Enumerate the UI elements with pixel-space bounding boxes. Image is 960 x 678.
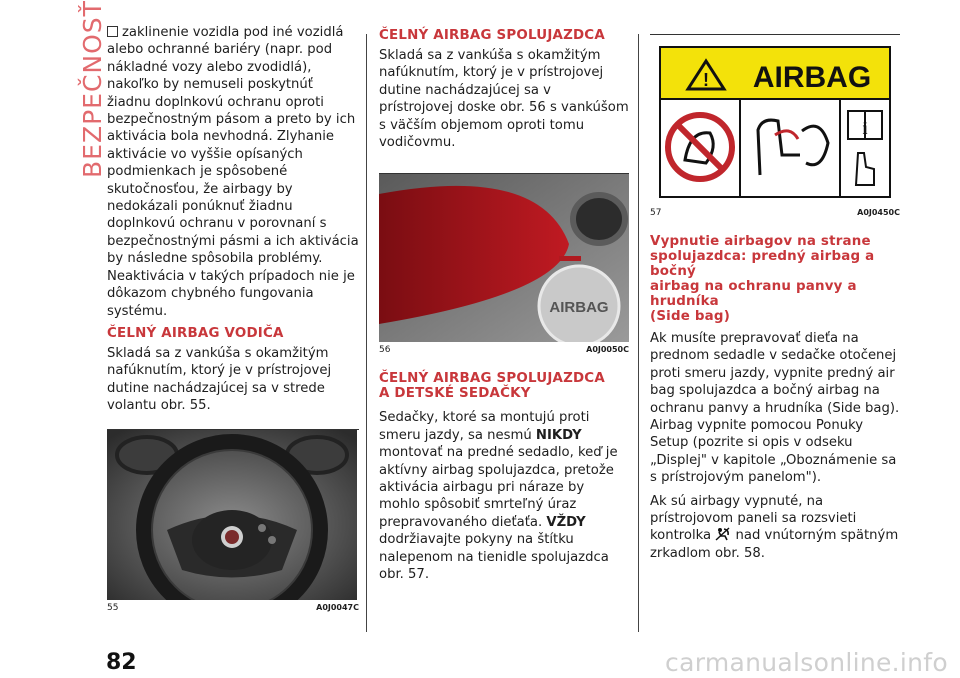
column-left bbox=[107, 24, 359, 613]
dashboard-airbag-photo bbox=[379, 174, 629, 342]
column-middle bbox=[379, 24, 629, 590]
heading-passenger-airbag: ČELNÝ AIRBAG SPOLUJAZDCA bbox=[379, 28, 605, 43]
figure-56: AIRBAG 56 A0J0050C bbox=[379, 173, 629, 355]
airbag-warning-label bbox=[650, 35, 900, 205]
child-seats-paragraph: Sedačky, ktoré sa montujú proti smeru jazdy, sa nesmú NIKDY montovať na predné sedadlo, keď je aktívny airbag spolujazdca, pretože aktivácia airbagu pri náraze by mohlo spôsobiť smrteľný úraz prepravovaného dieťaťa. VŽDY dodržiavajte pokyny na štítku nalepenom na tienidle spolujazdca obr. 57. bbox=[379, 410, 618, 583]
airbag-off-warning-icon bbox=[715, 527, 731, 541]
svg-text:i: i bbox=[862, 118, 868, 138]
column-divider-left bbox=[366, 34, 367, 632]
heading-airbag-deactivation: Vypnutie airbagov na strane spolujazdca: predný airbag a bočný airbag na ochranu panvy a hrudníka (Side bag) bbox=[650, 234, 875, 324]
passenger-airbag-paragraph: Skladá sa z vankúša s okamžitým nafúknutím, ktorý je v prístrojovej dutine nachádzajúcej sa v prístrojovej doske obr. 56 s vankúšom s väčším objemom oproti tomu vodičovmu. bbox=[379, 48, 629, 151]
column-right bbox=[650, 24, 900, 568]
column-divider-right bbox=[638, 34, 639, 632]
section-title: BEZPEČNOSŤ bbox=[78, 0, 107, 178]
heading-child-seats: ČELNÝ AIRBAG SPOLUJAZDCA A DETSKÉ SEDAČKY bbox=[379, 371, 605, 402]
airbag-text-mark: AIRBAG bbox=[549, 299, 609, 317]
heading-driver-airbag: ČELNÝ AIRBAG VODIČA bbox=[107, 325, 284, 341]
watermark: carmanualsonline.info bbox=[665, 648, 948, 677]
page-number: 82 bbox=[106, 650, 137, 675]
deactivation-paragraph-2: Ak sú airbagy vypnuté, na prístrojovom paneli sa rozsvieti kontrolka nad vnútorným spätným zrkadlom obr. 58. bbox=[650, 493, 899, 561]
svg-text:!: ! bbox=[703, 70, 709, 90]
label-airbag-text: AIRBAG bbox=[752, 61, 872, 94]
checkbox-bullet-icon bbox=[107, 26, 118, 37]
steering-wheel-photo bbox=[107, 430, 357, 600]
bullet-paragraph: zaklinenie vozidla pod iné vozidlá alebo ochranné bariéry (napr. pod nákladné vozy alebo zvodidlá), nakoľko by nemuseli poskytnúť žiadnu doplnkovú ochranu oproti bezpečnostným pásom a preto by ich aktivácia bola nevhodná. Zlyhanie aktivácie vo vyššie opísaných podmienkach je spôsobené skutočnosťou, že airbagy by nedokázali ponúknuť žiadnu doplnkovú ochranu v porovnaní s bezpečnostnými pásmi a ich aktivácia by následne spôsobila problémy. Neaktivácia v takých prípadoch nie je dôkazom chybného fungovania systému. bbox=[107, 25, 359, 319]
deactivation-paragraph-1: Ak musíte prepravovať dieťa na prednom sedadle v sedačke otočenej proti smeru jazdy, vypnite predný air bag spolujazdca a bočný airbag na ochranu panvy a hrudníka (Side bag). Airbag vypnite pomocou Ponuky Setup (pozrite si opis v odseku „Displej" v kapitole „Oboznámenie sa s prístrojovým panelom"). bbox=[650, 331, 900, 486]
figure-55: 55 A0J0047C bbox=[107, 429, 359, 613]
driver-airbag-paragraph: Skladá sa z vankúša s okamžitým nafúknutím, ktorý je v prístrojovej dutine nachádzajúcej sa v strede volantu obr. 55. bbox=[107, 345, 332, 414]
figure-57: ! AIRBAG i 57 A0J0450C bbox=[650, 34, 900, 218]
